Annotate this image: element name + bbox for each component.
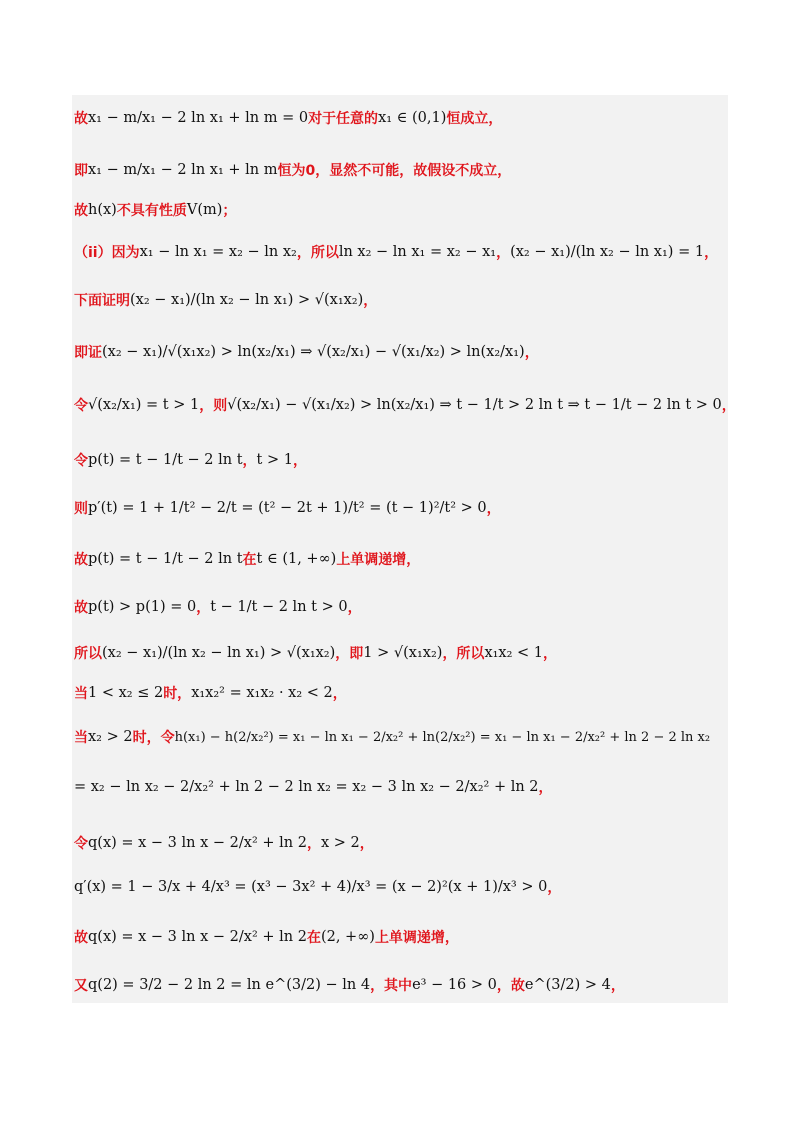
text: ， [292,453,307,469]
formula: h(x₁) − h(2/x₂²) = x₁ − ln x₁ − 2/x₂² + ln(2/x₂²) = x₁ − ln x₁ − 2/x₂² + ln 2 − 2 ln x₂ [174,729,711,745]
text: ， [486,501,501,517]
formula: x₁ − m/x₁ − 2 ln x₁ + ln m [88,162,278,178]
proof-line-16 [74,828,374,858]
proof-line-13 [74,678,347,708]
text: 故 [74,552,88,568]
text: 时，令 [132,730,175,746]
text: ， [547,880,562,896]
text: ， [242,453,257,469]
formula: (x₂ − x₁)/(ln x₂ − ln x₁) > √(x₁x₂) [102,645,336,661]
text: ， [721,398,736,414]
text: 时， [163,686,192,702]
text: 则 [74,501,88,517]
formula: x₂ > 2 [88,729,133,745]
text: ， [347,600,362,616]
formula: 1 > √(x₁x₂) [363,645,443,661]
proof-line-15 [74,772,553,802]
proof-line-14 [74,722,710,752]
formula: (2, +∞) [320,929,375,945]
formula: (x₂ − x₁)/√(x₁x₂) > ln(x₂/x₁) ⇒ √(x₂/x₁) − √(x₁/x₂) > ln(x₂/x₁) [102,344,525,360]
formula: x₁ ∈ (0,1) [378,110,447,126]
formula: (x₂ − x₁)/(ln x₂ − ln x₁) = 1 [510,244,705,260]
proof-line-7 [74,390,736,420]
text: ，即 [335,646,364,662]
proof-line-6 [74,337,539,367]
text: ，则 [199,398,228,414]
text: 令 [74,453,88,469]
proof-line-4 [74,237,718,267]
text: ，故 [496,978,525,994]
proof-line-18 [74,922,459,952]
text: 对于任意的 [308,111,379,127]
formula: t > 1 [256,452,293,468]
text: ，其中 [370,978,413,994]
formula: x₁x₂ < 1 [484,645,544,661]
text: ，所以 [442,646,485,662]
text: ， [496,245,511,261]
proof-line-9 [74,493,501,523]
text: 恒为0，显然不可能，故假设不成立， [277,163,512,179]
text: 恒成立， [446,111,503,127]
text: 所以 [74,646,102,662]
formula: e³ − 16 > 0 [412,977,497,993]
formula: h(x) [88,202,117,218]
formula: q(x) = x − 3 ln x − 2/x² + ln 2 [88,929,307,945]
text: 当 [74,686,88,702]
formula: (x₂ − x₁)/(ln x₂ − ln x₁) > √(x₁x₂) [130,292,364,308]
text: 即证 [74,345,102,361]
text: ， [363,293,378,309]
text: ，所以 [296,245,339,261]
proof-line-11 [74,592,362,622]
text: ， [359,836,374,852]
formula: x₁x₂² = x₁x₂ · x₂ < 2 [191,685,333,701]
formula: q(2) = 3/2 − 2 ln 2 = ln e^(3/2) − ln 4 [88,977,371,993]
formula: t − 1/t − 2 ln t > 0 [210,599,348,615]
formula: x₁ − m/x₁ − 2 ln x₁ + ln m = 0 [88,110,309,126]
formula: x₁ − ln x₁ = x₂ − ln x₂ [139,244,297,260]
text: ， [332,686,347,702]
text: 故 [74,111,88,127]
proof-line-19 [74,970,625,1000]
text: 在 [306,930,321,946]
text: 不具有性质 [116,203,187,219]
text: 又 [74,978,88,994]
text: 故 [74,930,88,946]
text: （ii）因为 [74,245,140,261]
text: ； [222,203,237,219]
formula: √(x₂/x₁) = t > 1 [88,397,200,413]
formula: q(x) = x − 3 ln x − 2/x² + ln 2 [88,835,307,851]
text: 上单调递增， [336,552,421,568]
proof-line-8 [74,445,307,475]
formula: p′(t) = 1 + 1/t² − 2/t = (t² − 2t + 1)/t² = (t − 1)²/t² > 0 [88,500,487,516]
text: ， [524,345,539,361]
proof-line-1 [74,103,502,133]
text: 令 [74,398,88,414]
formula: t ∈ (1, +∞) [256,551,337,567]
proof-line-2 [74,155,511,185]
formula: p(t) > p(1) = 0 [88,599,197,615]
text: 即 [74,163,88,179]
formula: = x₂ − ln x₂ − 2/x₂² + ln 2 − 2 ln x₂ = x₂ − 3 ln x₂ − 2/x₂² + ln 2 [74,779,539,795]
text: ， [538,780,553,796]
text: 故 [74,600,88,616]
proof-line-12 [74,638,557,668]
text: ， [543,646,558,662]
formula: 1 < x₂ ≤ 2 [88,685,164,701]
text: 在 [242,552,257,568]
text: ， [704,245,719,261]
formula: √(x₂/x₁) − √(x₁/x₂) > ln(x₂/x₁) ⇒ t − 1/t > 2 ln t ⇒ t − 1/t − 2 ln t > 0 [227,397,722,413]
text: 故 [74,203,88,219]
text: 当 [74,730,88,746]
formula: V(m) [186,202,223,218]
formula: p(t) = t − 1/t − 2 ln t [88,551,243,567]
formula: e^(3/2) > 4 [524,977,611,993]
formula: p(t) = t − 1/t − 2 ln t [88,452,243,468]
text: ， [306,836,321,852]
text: 令 [74,836,88,852]
proof-line-10 [74,544,420,574]
proof-line-3 [74,195,236,225]
formula: ln x₂ − ln x₁ = x₂ − x₁ [338,244,497,260]
proof-line-17 [74,872,561,902]
proof-line-5 [74,285,377,315]
text: 下面证明 [74,293,130,309]
text: ， [610,978,625,994]
formula: x > 2 [320,835,360,851]
formula: q′(x) = 1 − 3/x + 4/x³ = (x³ − 3x² + 4)/x³ = (x − 2)²(x + 1)/x³ > 0 [74,879,548,895]
text: ， [196,600,211,616]
text: 上单调递增， [374,930,459,946]
